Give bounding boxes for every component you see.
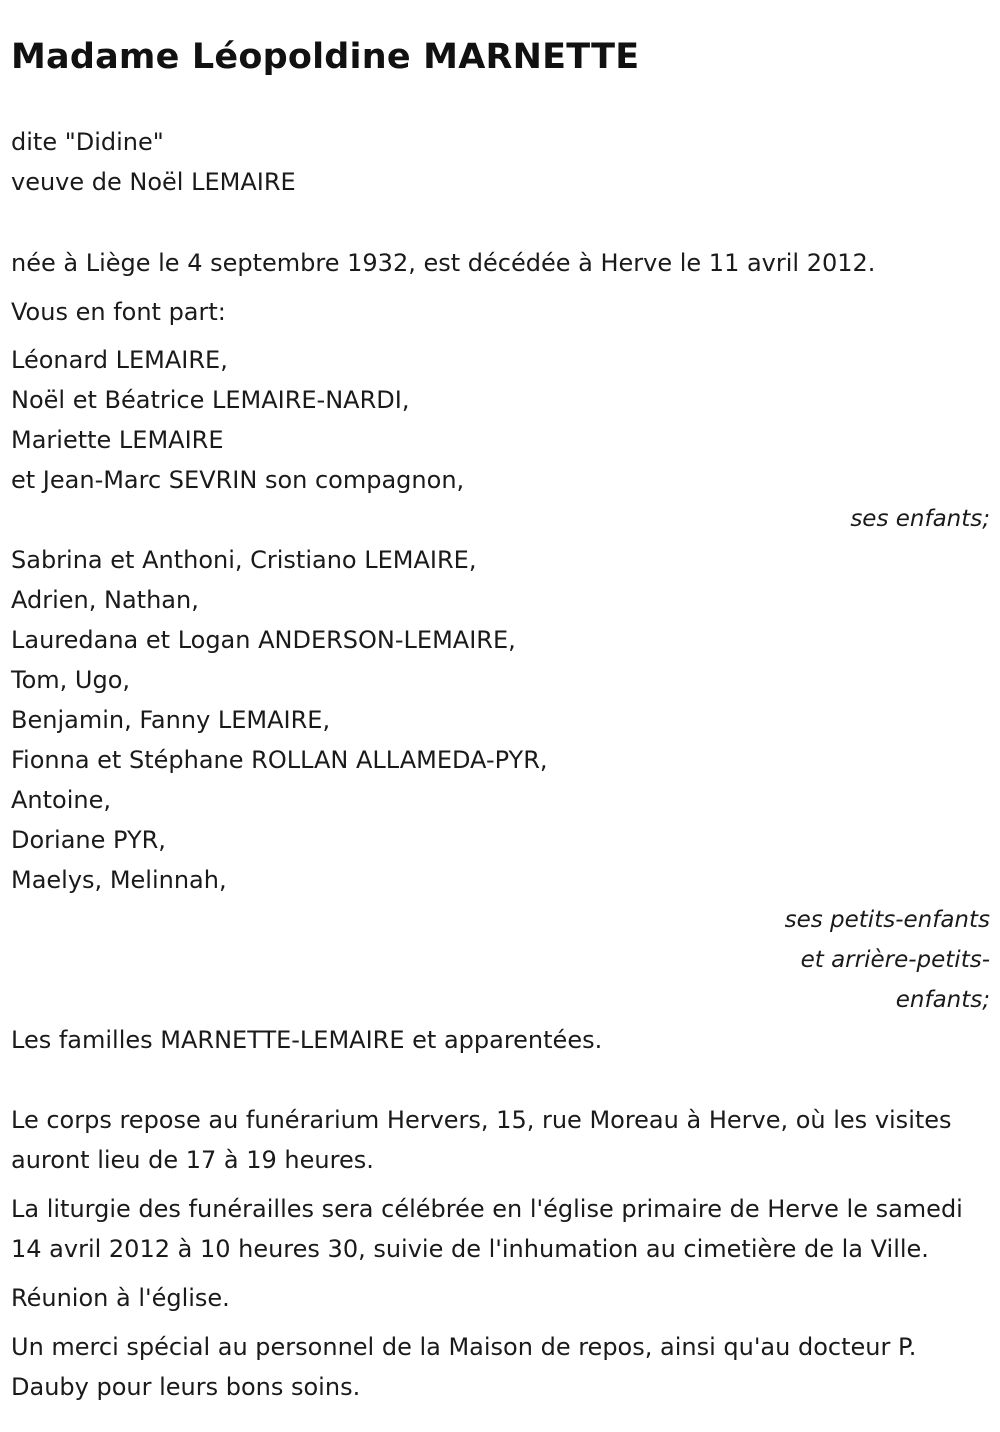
list-item: Maelys, Melinnah, <box>11 866 227 894</box>
page-title: Madame Léopoldine MARNETTE <box>11 37 640 77</box>
grandchildren-label-line: ses petits-enfants <box>784 907 990 933</box>
list-item: Tom, Ugo, <box>11 666 131 694</box>
thanks-paragraph: Un merci spécial au personnel de la Maison de repos, ainsi qu'au docteur P. Dauby pour leurs bons soins. <box>11 1333 917 1401</box>
announce-line: Vous en font part: <box>11 298 226 326</box>
list-item: Sabrina et Anthoni, Cristiano LEMAIRE, <box>11 546 477 574</box>
list-item: Antoine, <box>11 786 111 814</box>
list-item: Noël et Béatrice LEMAIRE-NARDI, <box>11 386 410 414</box>
list-item: Lauredana et Logan ANDERSON-LEMAIRE, <box>11 626 516 654</box>
grandchildren-label-line: enfants; <box>895 987 990 1013</box>
children-list <box>11 340 990 500</box>
widow-line: veuve de Noël LEMAIRE <box>11 168 296 196</box>
list-item: Adrien, Nathan, <box>11 586 199 614</box>
children-label: ses enfants; <box>850 506 990 532</box>
list-item: Benjamin, Fanny LEMAIRE, <box>11 706 331 734</box>
alias-line: dite "Didine" <box>11 128 164 156</box>
meeting-line: Réunion à l'église. <box>11 1284 230 1312</box>
families-line: Les familles MARNETTE-LEMAIRE et apparentées. <box>11 1026 603 1054</box>
grandchildren-list <box>11 540 990 900</box>
rest-paragraph: Le corps repose au funérarium Hervers, 15, rue Moreau à Herve, où les visites auront lieu de 17 à 19 heures. <box>11 1106 952 1174</box>
list-item: et Jean-Marc SEVRIN son compagnon, <box>11 466 465 494</box>
liturgy-paragraph: La liturgie des funérailles sera célébrée en l'église primaire de Herve le samedi 14 avril 2012 à 10 heures 30, suivie de l'inhumation au cimetière de la Ville. <box>11 1195 963 1263</box>
grandchildren-label <box>11 900 990 1020</box>
grandchildren-label-line: et arrière-petits- <box>800 947 990 973</box>
list-item: Doriane PYR, <box>11 826 166 854</box>
birth-death-line: née à Liège le 4 septembre 1932, est décédée à Herve le 11 avril 2012. <box>11 249 876 277</box>
list-item: Léonard LEMAIRE, <box>11 346 228 374</box>
list-item: Fionna et Stéphane ROLLAN ALLAMEDA-PYR, <box>11 746 548 774</box>
list-item: Mariette LEMAIRE <box>11 426 224 454</box>
